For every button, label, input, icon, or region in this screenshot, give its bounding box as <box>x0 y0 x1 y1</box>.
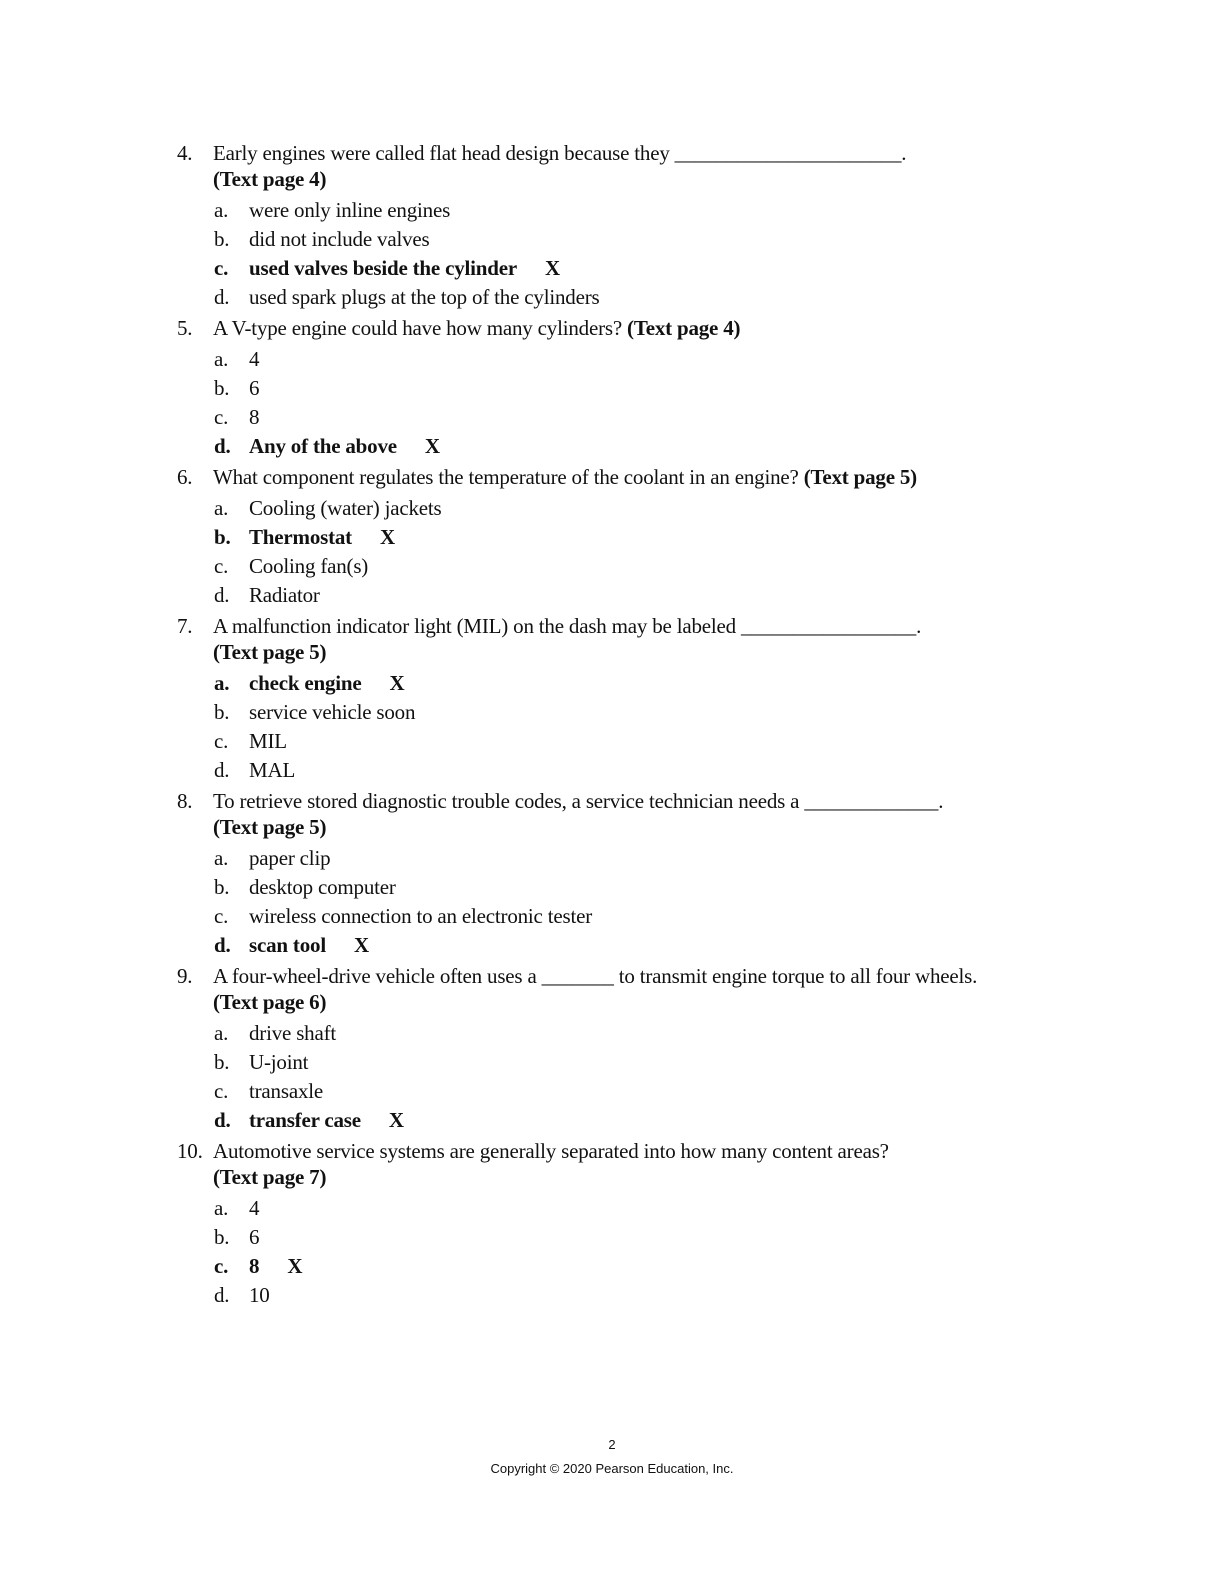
option-c <box>177 403 1057 432</box>
quiz-page-content <box>177 140 1057 1313</box>
option-letter: a. <box>214 671 230 695</box>
option-letter: d. <box>214 285 230 309</box>
option-text: Radiator <box>249 583 320 607</box>
option-letter: c. <box>214 1254 229 1278</box>
question-stem <box>177 788 1057 840</box>
option-letter: c. <box>214 256 229 280</box>
question-10 <box>177 1138 1057 1310</box>
option-b <box>177 225 1057 254</box>
option-a <box>177 1019 1057 1048</box>
option-text: paper clip <box>249 846 331 870</box>
option-text: 8 <box>249 1254 260 1278</box>
option-text: did not include valves <box>249 227 430 251</box>
option-text: 8 <box>249 405 260 429</box>
option-letter: d. <box>214 1283 230 1307</box>
question-text: Early engines were called flat head design because they ______________________. <box>213 141 907 165</box>
option-d-correct <box>177 1106 1057 1135</box>
option-letter: a. <box>214 198 229 222</box>
option-b-correct <box>177 523 1057 552</box>
question-text: What component regulates the temperature of the coolant in an engine? <box>213 465 799 489</box>
option-d <box>177 1281 1057 1310</box>
option-d <box>177 581 1057 610</box>
option-c-correct <box>177 1252 1057 1281</box>
text-page-reference: (Text page 5) <box>213 815 327 839</box>
option-letter: c. <box>214 729 229 753</box>
question-number: 6. <box>177 465 193 489</box>
option-b <box>177 1048 1057 1077</box>
text-page-reference: (Text page 6) <box>213 990 327 1014</box>
option-text: scan tool <box>249 933 326 957</box>
option-letter: d. <box>214 758 230 782</box>
question-number: 5. <box>177 316 193 340</box>
question-7 <box>177 613 1057 785</box>
option-a <box>177 196 1057 225</box>
option-text: used valves beside the cylinder <box>249 256 517 280</box>
option-b <box>177 1223 1057 1252</box>
option-letter: c. <box>214 554 229 578</box>
option-a-correct <box>177 669 1057 698</box>
question-4 <box>177 140 1057 312</box>
option-b <box>177 873 1057 902</box>
text-page-reference: (Text page 5) <box>213 640 327 664</box>
correct-answer-mark: X <box>389 671 405 695</box>
option-letter: b. <box>214 227 230 251</box>
question-number: 7. <box>177 614 193 638</box>
option-text: 4 <box>249 347 260 371</box>
option-letter: c. <box>214 405 229 429</box>
correct-answer-mark: X <box>388 1108 404 1132</box>
answer-options <box>177 345 1057 461</box>
option-a <box>177 1194 1057 1223</box>
correct-answer-mark: X <box>424 434 440 458</box>
option-text: Any of the above <box>249 434 397 458</box>
option-letter: b. <box>214 700 230 724</box>
option-letter: d. <box>214 583 230 607</box>
option-text: 10 <box>249 1283 270 1307</box>
option-text: desktop computer <box>249 875 396 899</box>
text-page-reference: (Text page 4) <box>627 316 741 340</box>
question-6 <box>177 464 1057 610</box>
option-letter: c. <box>214 904 229 928</box>
question-number: 4. <box>177 141 193 165</box>
option-letter: a. <box>214 496 229 520</box>
text-page-reference: (Text page 7) <box>213 1165 327 1189</box>
option-letter: d. <box>214 1108 231 1132</box>
page-number: 2 <box>608 1437 616 1452</box>
question-9 <box>177 963 1057 1135</box>
option-text: were only inline engines <box>249 198 451 222</box>
question-text: A V-type engine could have how many cylinders? <box>213 316 622 340</box>
option-letter: b. <box>214 1050 230 1074</box>
answer-options <box>177 1194 1057 1310</box>
option-c <box>177 902 1057 931</box>
answer-options <box>177 196 1057 312</box>
question-5 <box>177 315 1057 461</box>
option-letter: a. <box>214 1196 229 1220</box>
question-number: 9. <box>177 964 193 988</box>
question-text: To retrieve stored diagnostic trouble codes, a service technician needs a _____________. <box>213 789 944 813</box>
option-a <box>177 345 1057 374</box>
option-text: Cooling (water) jackets <box>249 496 442 520</box>
option-c <box>177 1077 1057 1106</box>
option-b <box>177 374 1057 403</box>
question-stem <box>177 140 1057 192</box>
option-d-correct <box>177 931 1057 960</box>
option-letter: a. <box>214 347 229 371</box>
correct-answer-mark: X <box>544 256 560 280</box>
text-page-reference: (Text page 5) <box>803 465 917 489</box>
question-number: 8. <box>177 789 193 813</box>
option-text: 6 <box>249 376 260 400</box>
option-letter: d. <box>214 933 231 957</box>
question-stem <box>177 1138 1057 1190</box>
option-text: 6 <box>249 1225 260 1249</box>
question-8 <box>177 788 1057 960</box>
answer-options <box>177 494 1057 610</box>
answer-options <box>177 1019 1057 1135</box>
option-text: service vehicle soon <box>249 700 416 724</box>
option-letter: a. <box>214 1021 229 1045</box>
option-text: drive shaft <box>249 1021 337 1045</box>
correct-answer-mark: X <box>379 525 395 549</box>
option-d-correct <box>177 432 1057 461</box>
option-a <box>177 494 1057 523</box>
option-text: U-joint <box>249 1050 309 1074</box>
answer-options <box>177 669 1057 785</box>
text-page-reference: (Text page 4) <box>213 167 327 191</box>
option-letter: b. <box>214 376 230 400</box>
question-stem <box>177 315 1057 341</box>
option-text: transfer case <box>249 1108 361 1132</box>
question-stem <box>177 963 1057 1015</box>
question-text: Automotive service systems are generally separated into how many content areas? <box>213 1139 889 1163</box>
option-c-correct <box>177 254 1057 283</box>
option-d <box>177 756 1057 785</box>
option-text: transaxle <box>249 1079 323 1103</box>
option-letter: b. <box>214 875 230 899</box>
question-stem <box>177 613 1057 665</box>
option-letter: d. <box>214 434 231 458</box>
option-b <box>177 698 1057 727</box>
option-text: wireless connection to an electronic tester <box>249 904 593 928</box>
question-text: A malfunction indicator light (MIL) on the dash may be labeled _________________. <box>213 614 922 638</box>
option-text: 4 <box>249 1196 260 1220</box>
option-letter: b. <box>214 1225 230 1249</box>
question-number: 10. <box>177 1139 203 1163</box>
option-letter: a. <box>214 846 229 870</box>
option-a <box>177 844 1057 873</box>
question-text: A four-wheel-drive vehicle often uses a _______ to transmit engine torque to all four wheels. <box>213 964 978 988</box>
option-letter: b. <box>214 525 231 549</box>
question-stem <box>177 464 1057 490</box>
correct-answer-mark: X <box>353 933 369 957</box>
option-text: MAL <box>249 758 296 782</box>
option-c <box>177 552 1057 581</box>
option-text: Thermostat <box>249 525 352 549</box>
option-d <box>177 283 1057 312</box>
option-text: check engine <box>249 671 362 695</box>
copyright-notice: Copyright © 2020 Pearson Education, Inc. <box>490 1461 734 1476</box>
answer-options <box>177 844 1057 960</box>
option-text: used spark plugs at the top of the cylinders <box>249 285 600 309</box>
option-c <box>177 727 1057 756</box>
correct-answer-mark: X <box>287 1254 303 1278</box>
option-text: MIL <box>249 729 287 753</box>
option-letter: c. <box>214 1079 229 1103</box>
option-text: Cooling fan(s) <box>249 554 369 578</box>
